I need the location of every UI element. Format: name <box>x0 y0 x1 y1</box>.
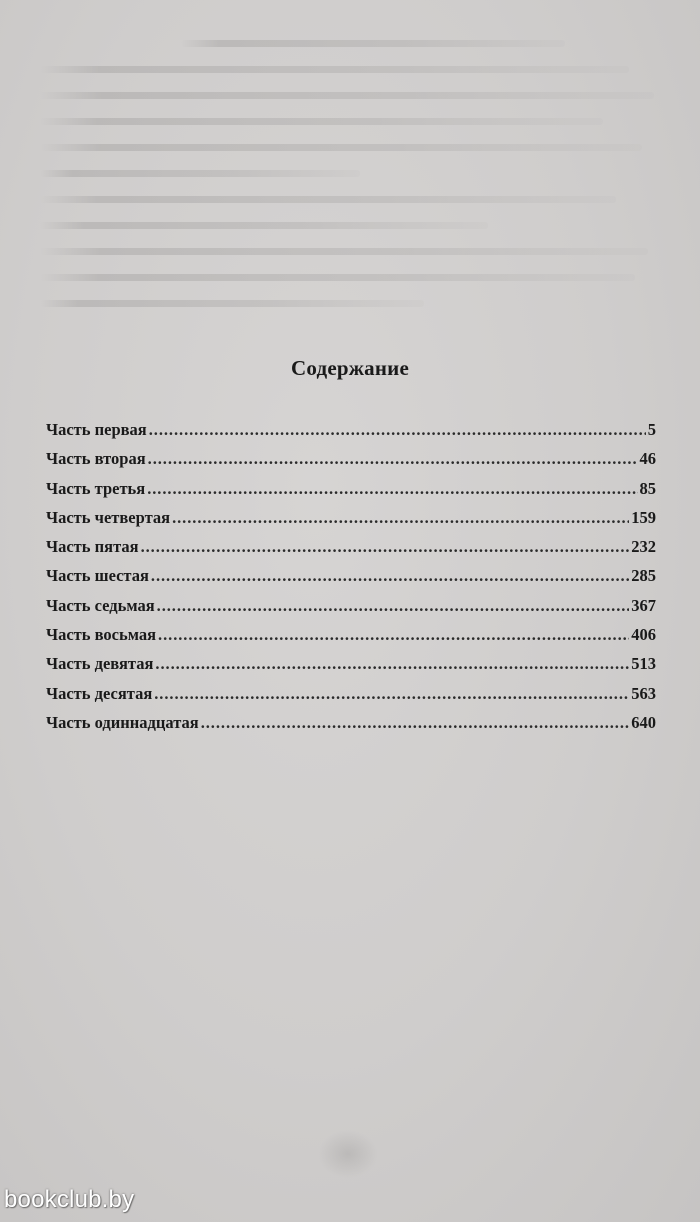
toc-entry <box>46 684 656 713</box>
toc-entry-label: Часть восьмая <box>46 625 157 645</box>
toc-entry-label: Часть одиннадцатая <box>46 712 199 732</box>
bleed-through-page-number <box>318 1130 378 1178</box>
toc-leader-dots <box>201 713 630 733</box>
toc-entry-page: 46 <box>639 449 656 469</box>
bleed-through-text <box>40 40 680 326</box>
toc-leader-dots <box>157 596 630 616</box>
toc-leader-dots <box>155 654 629 674</box>
toc-leader-dots <box>149 420 646 440</box>
toc-entry-page: 563 <box>631 683 656 703</box>
toc-leader-dots <box>172 508 629 528</box>
toc-entry <box>46 713 656 742</box>
toc-entry <box>46 566 656 595</box>
toc-entry <box>46 420 656 449</box>
watermark: bookclub.by <box>4 1186 135 1213</box>
toc-entry <box>46 625 656 654</box>
toc-entry <box>46 654 656 683</box>
table-of-contents <box>46 420 656 742</box>
toc-leader-dots <box>154 684 629 704</box>
toc-leader-dots <box>147 479 637 499</box>
toc-entry-label: Часть четвертая <box>46 507 171 527</box>
toc-entry-page: 5 <box>647 420 656 439</box>
toc-leader-dots <box>158 625 629 645</box>
toc-entry-page: 513 <box>631 654 656 674</box>
toc-entry-label: Часть шестая <box>46 566 149 586</box>
toc-entry-page: 285 <box>631 566 656 586</box>
toc-entry <box>46 508 656 537</box>
toc-entry-label: Часть вторая <box>46 449 146 469</box>
toc-entry-page: 406 <box>631 625 656 645</box>
toc-entry-label: Часть пятая <box>46 537 139 557</box>
toc-entry <box>46 479 656 508</box>
toc-entry <box>46 537 656 566</box>
toc-entry <box>46 449 656 478</box>
toc-entry-page: 640 <box>631 712 656 732</box>
toc-entry-label: Часть первая <box>46 420 147 439</box>
toc-entry-page: 367 <box>631 595 656 615</box>
toc-entry-page: 85 <box>639 478 656 498</box>
toc-entry-label: Часть третья <box>46 478 146 498</box>
toc-entry <box>46 596 656 625</box>
toc-leader-dots <box>148 449 638 469</box>
toc-entry-label: Часть девятая <box>46 654 154 674</box>
toc-entry-label: Часть десятая <box>46 683 153 703</box>
toc-leader-dots <box>151 566 629 586</box>
toc-entry-label: Часть седьмая <box>46 595 155 615</box>
toc-entry-page: 159 <box>631 507 656 527</box>
page-title: Содержание <box>291 356 409 380</box>
toc-leader-dots <box>141 537 630 557</box>
toc-entry-page: 232 <box>631 537 656 557</box>
